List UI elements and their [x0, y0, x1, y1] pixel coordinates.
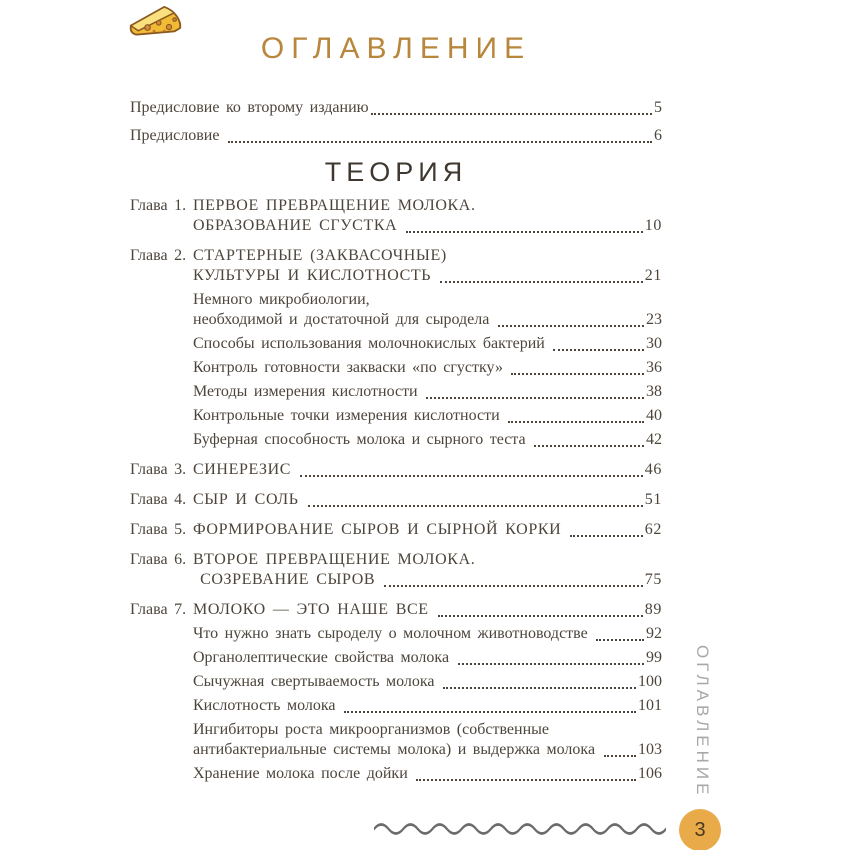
entry-page: 42 [646, 431, 662, 448]
toc-entry [130, 382, 662, 402]
entry-page: 6 [654, 127, 662, 144]
indent-spacer [130, 672, 193, 692]
page-number-badge [679, 809, 721, 850]
entry-title: МОЛОКО — ЭТО НАШЕ ВСЕ [193, 601, 436, 618]
entry-title: Хранение молока после дойки [193, 765, 415, 782]
toc-entry [130, 246, 662, 286]
entry-page: 30 [646, 335, 662, 352]
toc-entries [130, 196, 662, 784]
entry-title: Контрольные точки измерения кислотности [193, 407, 507, 424]
dot-leader [498, 325, 644, 327]
entry-page: 5 [654, 99, 662, 116]
entry-page: 92 [646, 625, 662, 642]
entry-title: Контроль готовности закваски «по сгустку» [193, 359, 510, 376]
toc-entry [130, 98, 662, 118]
chapter-label: Глава 3. [130, 461, 187, 478]
page-number: 3 [694, 818, 706, 841]
entry-page: 51 [644, 491, 662, 508]
indent-spacer [130, 696, 193, 716]
entry-title: Предисловие ко второму изданию [130, 99, 369, 116]
entry-title: Сычужная свертываемость молока [193, 673, 442, 690]
toc-entry [130, 764, 662, 784]
dot-leader [553, 349, 644, 351]
entry-title: СИНЕРЕЗИС [193, 461, 299, 478]
chapter-label: Глава 5. [130, 521, 187, 538]
indent-spacer [130, 334, 193, 354]
dot-leader [440, 281, 643, 283]
entry-page: 21 [644, 267, 662, 284]
indent-spacer [130, 624, 193, 644]
entry-title: Буферная способность молока и сырного теста [193, 431, 533, 448]
indent-spacer [130, 648, 193, 668]
toc-entry [130, 406, 662, 426]
indent-spacer [130, 382, 193, 402]
indent-spacer [130, 406, 193, 426]
entry-page: 46 [644, 461, 662, 478]
indent-spacer [130, 358, 193, 378]
dot-leader [534, 445, 644, 447]
entry-title: Кислотность молока [193, 697, 342, 714]
entry-title-line: Ингибиторы роста микроорганизмов (собственные [193, 721, 549, 738]
entry-title: ФОРМИРОВАНИЕ СЫРОВ И СЫРНОЙ КОРКИ [193, 521, 569, 538]
dot-leader [443, 687, 636, 689]
part-heading: ТЕОРИЯ [324, 157, 468, 187]
dot-leader [371, 113, 652, 115]
entry-page: 89 [644, 601, 662, 618]
toc-entry [130, 430, 662, 450]
entry-title-line: Немного микробиологии, [193, 291, 370, 308]
entry-page: 23 [646, 311, 662, 328]
chapter-label: Глава 6. [130, 551, 187, 568]
dot-leader [596, 639, 644, 641]
indent-spacer [130, 290, 193, 330]
toc-entry [130, 126, 662, 146]
entry-page: 101 [638, 697, 662, 714]
chapter-label: Глава 4. [130, 491, 187, 508]
dot-leader [406, 231, 642, 233]
entry-page: 75 [644, 571, 662, 588]
entry-page: 40 [646, 407, 662, 424]
entry-title: Что нужно знать сыроделу о молочном животноводстве [193, 625, 595, 642]
chapter-label: Глава 7. [130, 601, 187, 618]
toc-entry [130, 490, 662, 510]
entry-title-line: СТАРТЕРНЫЕ (ЗАКВАСОЧНЫЕ) [193, 247, 447, 264]
entry-page: 106 [638, 765, 662, 782]
entry-title: СОЗРЕВАНИЕ СЫРОВ [193, 571, 383, 588]
dot-leader [416, 779, 636, 781]
toc-entry [130, 648, 662, 668]
entry-title: Органолептические свойства молока [193, 649, 456, 666]
dot-leader [384, 585, 643, 587]
toc-entry [130, 600, 662, 620]
wave-divider [374, 820, 666, 838]
toc-entry [130, 720, 662, 760]
indent-spacer [130, 720, 193, 760]
toc-entry [130, 196, 662, 236]
toc-entry [130, 460, 662, 480]
entry-page: 99 [646, 649, 662, 666]
dot-leader [511, 373, 644, 375]
dot-leader [300, 475, 643, 477]
entry-title: КУЛЬТУРЫ И КИСЛОТНОСТЬ [193, 267, 439, 284]
entry-page: 38 [646, 383, 662, 400]
indent-spacer [130, 430, 193, 450]
entry-title: СЫР И СОЛЬ [193, 491, 306, 508]
entry-page: 36 [646, 359, 662, 376]
toc-entry [130, 334, 662, 354]
chapter-label: Глава 2. [130, 247, 187, 264]
entry-page: 10 [644, 217, 662, 234]
dot-leader [228, 141, 652, 143]
toc-entry [130, 358, 662, 378]
entry-page: 62 [644, 521, 662, 538]
toc-front-matter [130, 98, 662, 146]
entry-page: 100 [638, 673, 662, 690]
side-label-vertical: ОГЛАВЛЕНИЕ [693, 645, 712, 799]
entry-title: Методы измерения кислотности [193, 383, 425, 400]
dot-leader [438, 615, 643, 617]
table-of-contents [130, 98, 662, 784]
dot-leader [604, 755, 636, 757]
dot-leader [426, 397, 644, 399]
dot-leader [308, 505, 643, 507]
entry-title: антибактериальные системы молока) и выдержка молока [193, 741, 602, 758]
toc-entry [130, 290, 662, 330]
toc-entry [130, 672, 662, 692]
chapter-label: Глава 1. [130, 197, 187, 214]
toc-entry [130, 550, 662, 590]
entry-title-line: ВТОРОЕ ПРЕВРАЩЕНИЕ МОЛОКА. [193, 551, 476, 568]
entry-title-line: ПЕРВОЕ ПРЕВРАЩЕНИЕ МОЛОКА. [193, 197, 476, 214]
indent-spacer [130, 764, 193, 784]
entry-title: Предисловие [130, 127, 226, 144]
entry-title: ОБРАЗОВАНИЕ СГУСТКА [193, 217, 405, 234]
entry-title: Способы использования молочнокислых бактерий [193, 335, 552, 352]
toc-entry [130, 696, 662, 716]
toc-entry [130, 520, 662, 540]
dot-leader [508, 421, 644, 423]
dot-leader [458, 663, 644, 665]
dot-leader [570, 535, 642, 537]
entry-page: 103 [638, 741, 662, 758]
toc-entry [130, 624, 662, 644]
dot-leader [344, 711, 636, 713]
entry-title: необходимой и достаточной для сыродела [193, 311, 496, 328]
page-title: ОГЛАВЛЕНИЕ [260, 32, 532, 65]
